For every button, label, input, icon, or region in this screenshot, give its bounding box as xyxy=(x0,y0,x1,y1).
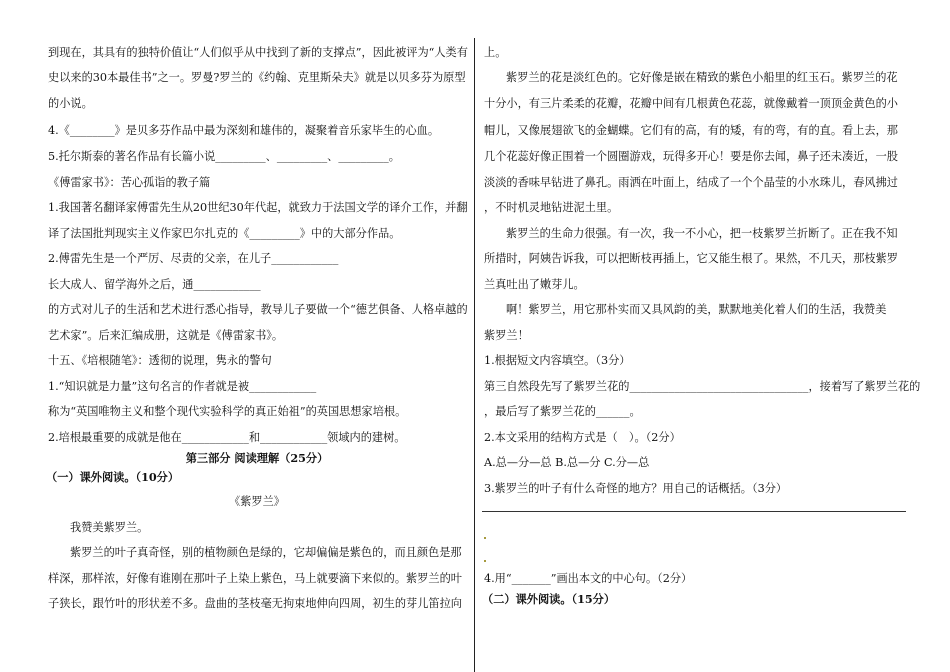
passage-line: 紫罗兰的花是淡红色的。它好像是嵌在精致的紫色小船里的红玉石。紫罗兰的花 xyxy=(506,71,898,84)
passage-line: 样深，那样浓，好像有谁刚在那叶子上染上紫色，马上就要滴下来似的。紫罗兰的叶 xyxy=(48,572,462,585)
passage-line: 帽儿，又像展翅欲飞的金蝴蝶。它们有的高，有的矮，有的弯，有的直。看上去，那 xyxy=(484,124,898,137)
answer-line[interactable] xyxy=(482,511,906,512)
answer-mark xyxy=(484,537,486,539)
question-4: 4.用“_______”画出本文的中心句。（2分） xyxy=(484,572,693,585)
passage-line: 淡淡的香味早钻进了鼻孔。雨洒在叶面上，结成了一个个晶莹的小水珠儿，春风拂过 xyxy=(484,176,898,189)
question-1: 1.根据短文内容填空。（3分） xyxy=(484,354,631,367)
passage-line: 上。 xyxy=(484,46,507,59)
text-line: 艺术家”。后来汇编成册，这就是《傅雷家书》。 xyxy=(48,329,284,342)
text-line: 2.培根最重要的成就是他在____________和____________领域内的建树。 xyxy=(48,431,406,444)
section-heading: 《傅雷家书》：苦心孤诣的教子篇 xyxy=(48,176,211,189)
text-line: 史以来的30本最佳书”之一。罗曼?罗兰的《约翰、克里斯朵夫》就是以贝多芬为原型 xyxy=(48,71,466,84)
question-1-fill: ，最后写了紫罗兰花的______。 xyxy=(484,405,641,418)
question-3: 3.紫罗兰的叶子有什么奇怪的地方？用自己的话概括。（3分） xyxy=(484,482,788,495)
column-divider xyxy=(474,38,475,672)
passage-line: 子狭长，跟竹叶的形状差不多。盘曲的茎枝毫无拘束地伸向四周，初生的芽儿笛拉向 xyxy=(48,597,462,610)
passage-line: 啊！紫罗兰，用它那朴实而又具风韵的美，默默地美化着人们的生活，我赞美 xyxy=(506,303,887,316)
passage-line: ，不时机灵地钻进泥土里。 xyxy=(484,201,619,214)
passage-line: 几个花蕊好像正围着一个圆圈游戏，玩得多开心！要是你去闻，鼻子还未凑近，一股 xyxy=(484,150,898,163)
subsection-title: （一）课外阅读。（10分） xyxy=(46,470,180,484)
section-heading: 十五、《培根随笔》：透彻的说理，隽永的警句 xyxy=(48,354,272,367)
text-line: 2.傅雷先生是一个严厉、尽责的父亲，在儿子____________ xyxy=(48,252,339,265)
passage-line: 紫罗兰的叶子真奇怪，别的植物颜色是绿的，它却偏偏是紫色的，而且颜色是那 xyxy=(70,546,462,559)
section-title: 第三部分 阅读理解（25分） xyxy=(185,451,329,465)
answer-mark xyxy=(484,560,486,562)
text-line: 的小说。 xyxy=(48,97,93,110)
question-1-fill: 第三自然段先写了紫罗兰花的________________________________，接着写了紫罗兰花的 xyxy=(484,380,921,393)
passage-line: 紫罗兰！ xyxy=(484,329,529,342)
subsection-title: （二）课外阅读。（15分） xyxy=(482,592,616,606)
passage-line: 所措时，阿姨告诉我，可以把断枝再插上，它又能生根了。果然，不几天，那枝紫罗 xyxy=(484,252,898,265)
question-2-options: A.总—分—总 B.总—分 C.分—总 xyxy=(484,456,650,469)
text-line: 译了法国批判现实主义作家巴尔扎克的《_________》中的大部分作品。 xyxy=(48,227,401,240)
text-line: 长大成人、留学海外之后，通____________ xyxy=(48,278,261,291)
text-line: 的方式对儿子的生活和艺术进行悉心指导，教导儿子要做一个“德艺俱备、人格卓越的 xyxy=(48,303,468,316)
text-line: 到现在，其具有的独特价值让“人们似乎从中找到了新的支撑点”，因此被评为“人类有 xyxy=(48,46,468,59)
text-line: 称为“英国唯物主义和整个现代实验科学的真正始祖”的英国思想家培根。 xyxy=(48,405,407,418)
question-2: 2.本文采用的结构方式是（ ）。（2分） xyxy=(484,431,681,444)
text-line: 1.我国著名翻译家傅雷先生从20世纪30年代起，就致力于法国文学的译介工作，并翻 xyxy=(48,201,468,214)
text-line: 1.“知识就是力量”这句名言的作者就是被____________ xyxy=(48,380,317,393)
question-4: 4.《________》是贝多芬作品中最为深刻和雄伟的，凝聚着音乐家毕生的心血。 xyxy=(48,124,440,137)
passage-title: 《紫罗兰》 xyxy=(229,495,285,508)
passage-line: 我赞美紫罗兰。 xyxy=(70,521,149,534)
passage-line: 紫罗兰的生命力很强。有一次，我一不小心，把一枝紫罗兰折断了。正在我不知 xyxy=(506,227,898,240)
passage-line: 兰真吐出了嫩芽儿。 xyxy=(484,278,585,291)
passage-line: 十分小，有三片柔柔的花瓣，花瓣中间有几根黄色花蕊，就像戴着一顶顶金黄色的小 xyxy=(484,97,898,110)
question-5: 5.托尔斯泰的著名作品有长篇小说_________、_________、_________。 xyxy=(48,150,400,163)
